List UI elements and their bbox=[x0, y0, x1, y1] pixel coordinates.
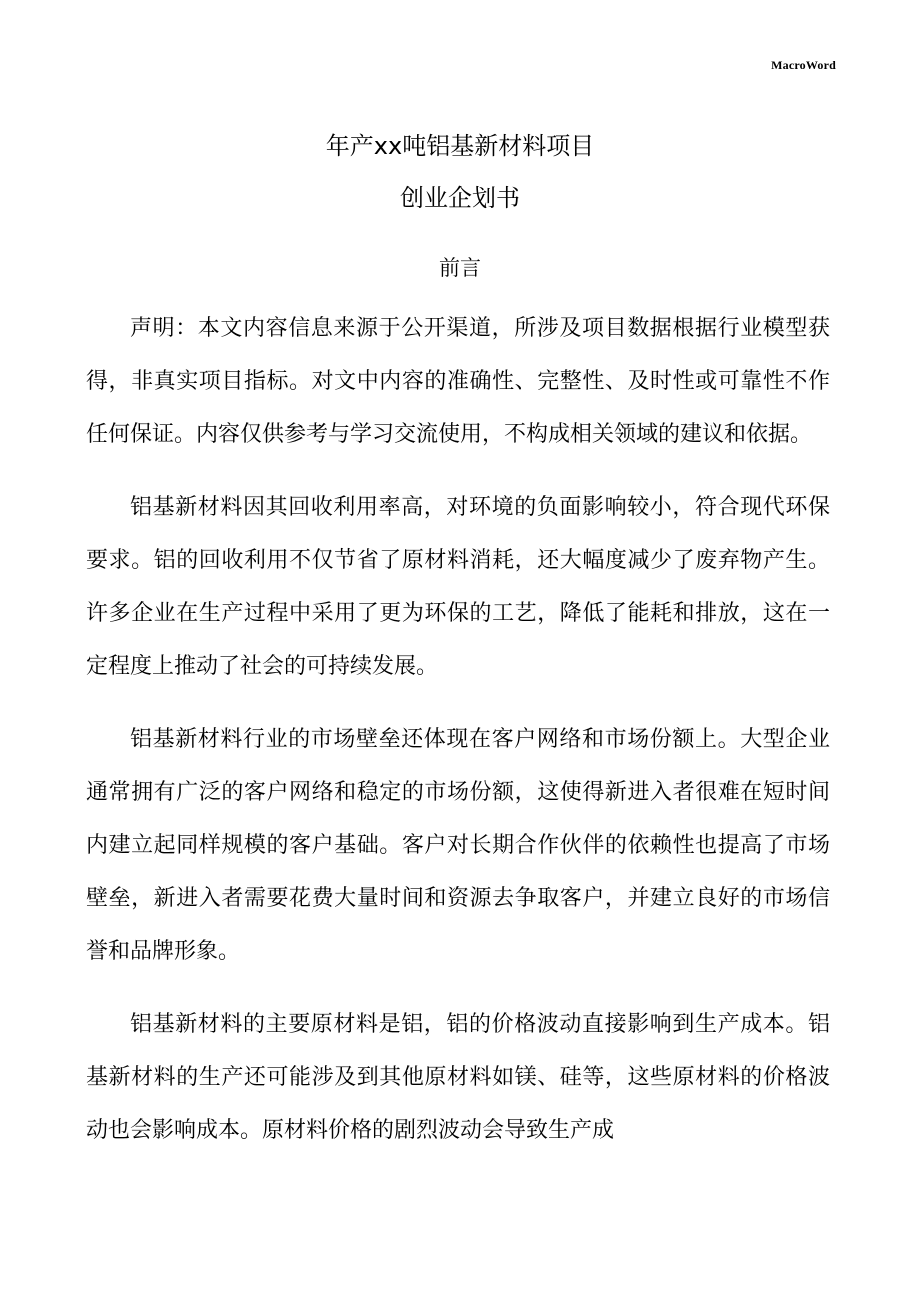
document-body bbox=[86, 302, 830, 1177]
header-brand: MacroWord bbox=[771, 58, 836, 72]
section-heading: 前言 bbox=[439, 256, 481, 280]
title-line-1: 年产xx吨铝基新材料项目 bbox=[325, 132, 595, 160]
paragraph-disclaimer: 声明：本文内容信息来源于公开渠道，所涉及项目数据根据行业模型获得，非真实项目指标。对文中内容的准确性、完整性、及时性或可靠性不作任何保证。内容仅供参考与学习交流使用，不构成相关领域的建议和依据。 bbox=[86, 316, 830, 447]
paragraph: 铝基新材料行业的市场壁垒还体现在客户网络和市场份额上。大型企业通常拥有广泛的客户网络和稳定的市场份额，这使得新进入者很难在短时间内建立起同样规模的客户基础。客户对长期合作伙伴的依赖性也提高了市场壁垒，新进入者需要花费大量时间和资源去争取客户，并建立良好的市场信誉和品牌形象。 bbox=[86, 727, 830, 964]
title-line-2: 创业企划书 bbox=[400, 184, 520, 212]
paragraph: 铝基新材料的主要原材料是铝，铝的价格波动直接影响到生产成本。铝基新材料的生产还可能涉及到其他原材料如镁、硅等，这些原材料的价格波动也会影响成本。原材料价格的剧烈波动会导致生产成 bbox=[86, 1012, 830, 1143]
paragraph: 铝基新材料因其回收利用率高，对环境的负面影响较小，符合现代环保要求。铝的回收利用不仅节省了原材料消耗，还大幅度减少了废弃物产生。许多企业在生产过程中采用了更为环保的工艺，降低了能耗和排放，这在一定程度上推动了社会的可持续发展。 bbox=[86, 495, 830, 679]
document-title bbox=[0, 120, 920, 224]
